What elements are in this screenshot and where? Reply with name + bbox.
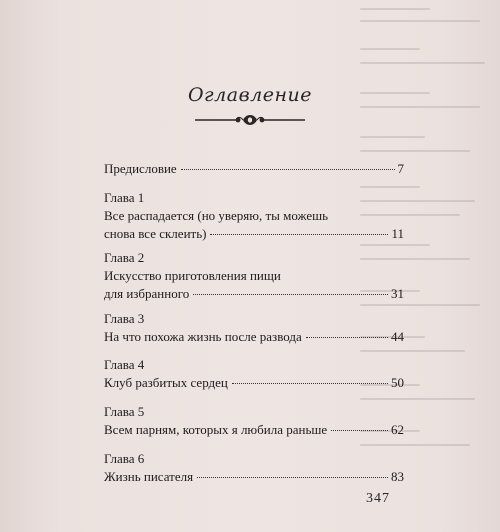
toc-entry-preface [104, 160, 404, 178]
toc-entry-page: 44 [391, 329, 404, 344]
toc-entry-title: Всем парням, которых я любила раньше [104, 422, 328, 437]
dot-leader [181, 169, 395, 170]
toc-entry-chapter-1 [104, 189, 404, 243]
toc-entry-chapter-3 [104, 310, 404, 346]
chapter-label: Глава 5 [104, 404, 145, 419]
dot-leader [193, 294, 388, 295]
chapter-label: Глава 2 [104, 250, 145, 265]
toc-entry-page: 11 [391, 226, 404, 241]
toc-entry-page: 7 [397, 161, 404, 176]
toc-entry-title: На что похожа жизнь после развода [104, 329, 302, 344]
toc-entry-page: 62 [391, 422, 404, 437]
toc-entry-title: Клуб разбитых сердец [104, 375, 228, 390]
chapter-label: Глава 1 [104, 190, 145, 205]
dot-leader [232, 383, 388, 384]
toc-entry-page: 50 [391, 375, 404, 390]
chapter-label: Глава 3 [104, 311, 145, 326]
page-number: 347 [366, 491, 390, 506]
dot-leader [331, 430, 388, 431]
ornament-divider-icon [193, 113, 307, 127]
toc-heading: Оглавление [187, 84, 312, 106]
toc-entry-title: Искусство приготовления пищи [104, 268, 281, 283]
chapter-label: Глава 4 [104, 357, 145, 372]
toc-entry-chapter-5 [104, 403, 404, 439]
dot-leader [306, 337, 388, 338]
toc-entry-chapter-4 [104, 356, 404, 392]
toc-entry-title: для избранного [104, 286, 190, 301]
toc-entry-page: 31 [391, 286, 404, 301]
dot-leader [197, 477, 388, 478]
toc-entry-title: снова все склеить) [104, 226, 207, 241]
toc-entry-title: Предисловие [104, 161, 177, 176]
toc-entry-page: 83 [391, 469, 404, 484]
toc-entry-chapter-2 [104, 249, 404, 303]
toc-entry-title: Жизнь писателя [104, 469, 194, 484]
chapter-label: Глава 6 [104, 451, 145, 466]
toc-entry-title: Все распадается (но уверяю, ты можешь [104, 208, 329, 223]
toc-entry-chapter-6 [104, 450, 404, 486]
dot-leader [210, 234, 388, 235]
